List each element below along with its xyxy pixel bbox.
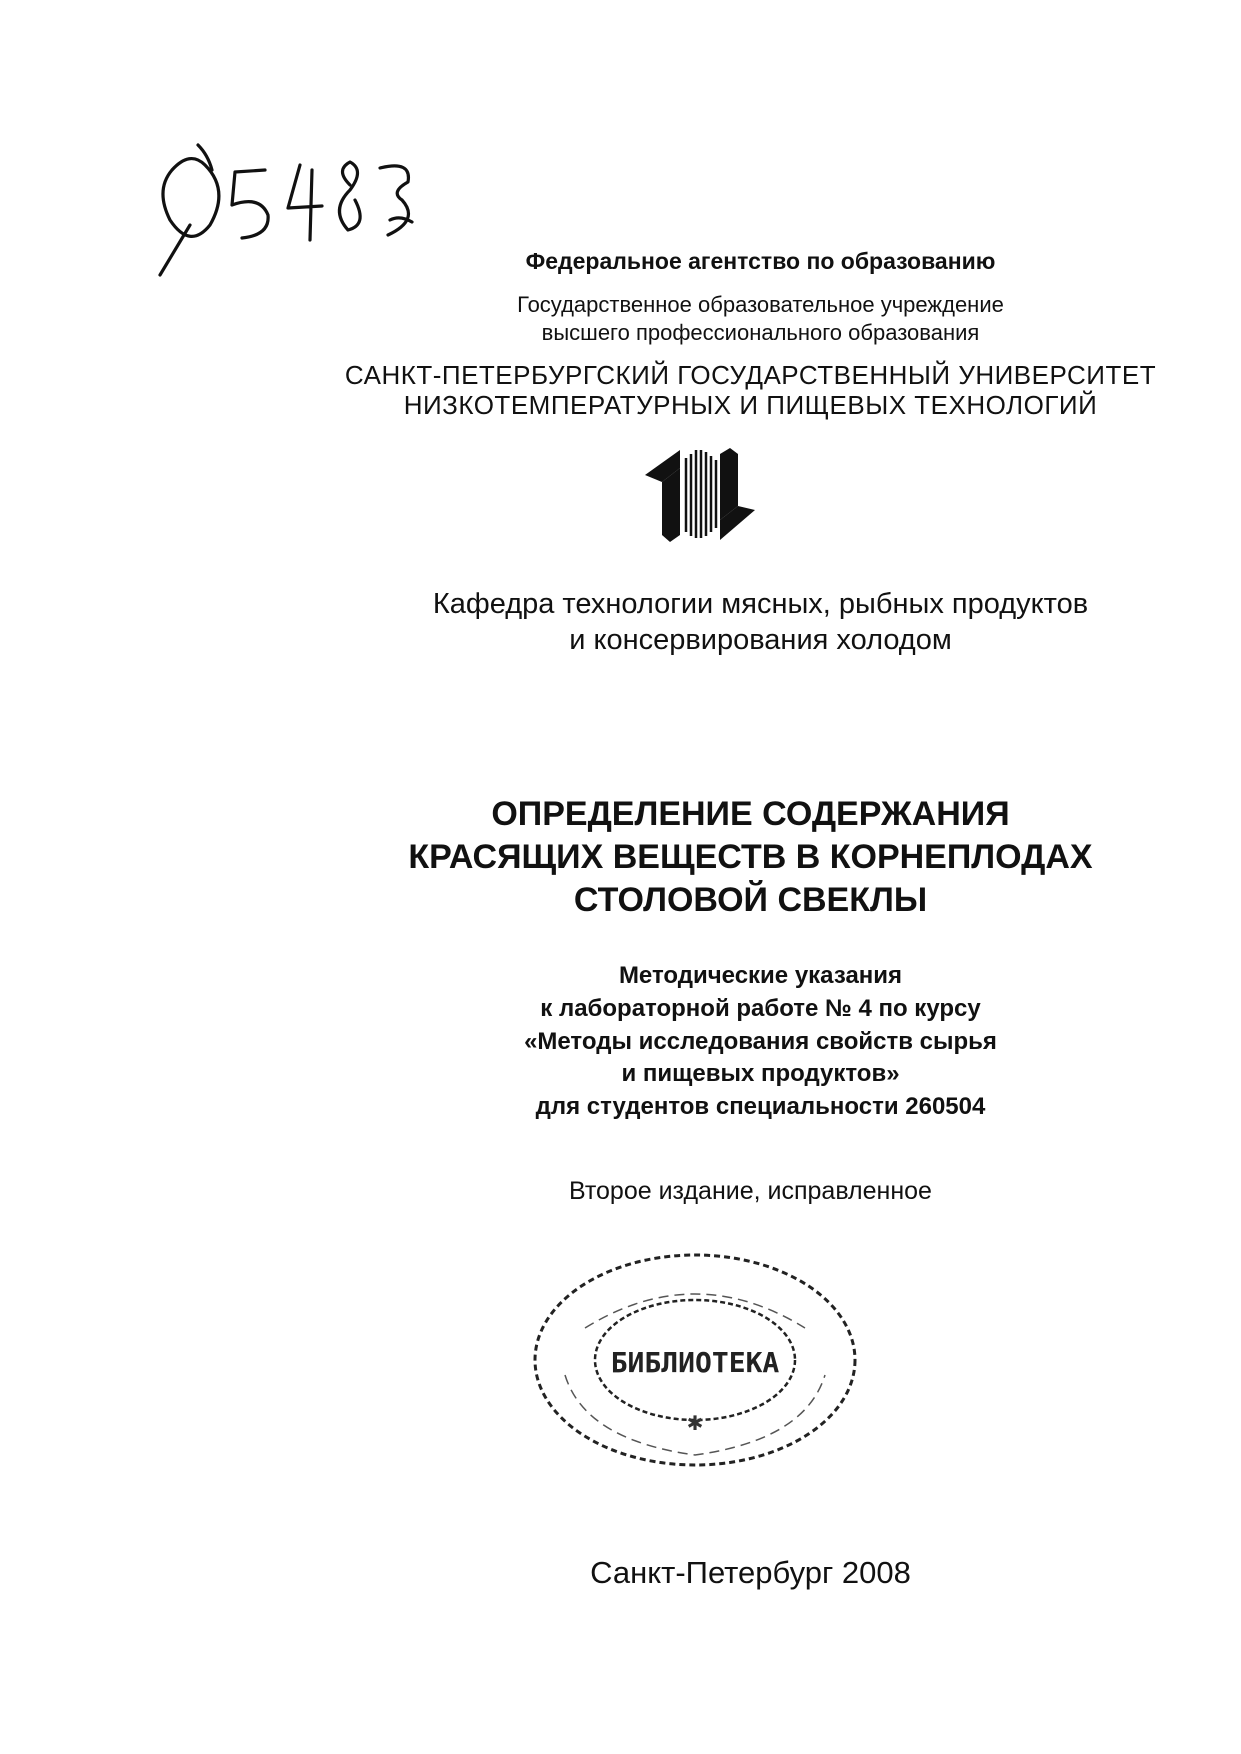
svg-text:✱: ✱: [686, 1411, 704, 1435]
subtitle-line-4: и пищевых продуктов»: [621, 1060, 900, 1087]
university-name-line-2: НИЗКОТЕМПЕРАТУРНЫХ И ПИЩЕВЫХ ТЕХНОЛОГИЙ: [403, 390, 1098, 420]
document-title-line-3: СТОЛОВОЙ СВЕКЛЫ: [573, 881, 928, 919]
institution-line-1: Государственное образовательное учреждение: [517, 292, 1004, 317]
university-logo-icon: [640, 440, 760, 550]
document-title-line-2: КРАСЯЩИХ ВЕЩЕСТВ В КОРНЕПЛОДАХ: [408, 838, 1093, 876]
stamp-label: БИБЛИОТЕКА: [610, 1346, 780, 1379]
department-line-2: и консервирования холодом: [569, 624, 952, 656]
subtitle-line-5: для студентов специальности 260504: [535, 1093, 986, 1120]
university-name-line-1: САНКТ-ПЕТЕРБУРГСКИЙ ГОСУДАРСТВЕННЫЙ УНИВЕРСИТЕТ: [344, 360, 1157, 390]
subtitle-line-3: «Методы исследования свойств сырья: [524, 1028, 997, 1055]
agency-name: Федеральное агентство по образованию: [525, 248, 996, 274]
document-title-line-1: ОПРЕДЕЛЕНИЕ СОДЕРЖАНИЯ: [491, 795, 1010, 833]
library-stamp: [525, 1240, 865, 1480]
department-line-1: Кафедра технологии мясных, рыбных продуктов: [432, 588, 1089, 620]
subtitle-line-2: к лабораторной работе № 4 по курсу: [540, 995, 981, 1022]
city-year: Санкт-Петербург 2008: [590, 1555, 911, 1590]
subtitle-line-1: Методические указания: [618, 962, 903, 989]
edition-note: Второе издание, исправленное: [569, 1177, 932, 1205]
institution-line-2: высшего профессионального образования: [541, 320, 980, 345]
